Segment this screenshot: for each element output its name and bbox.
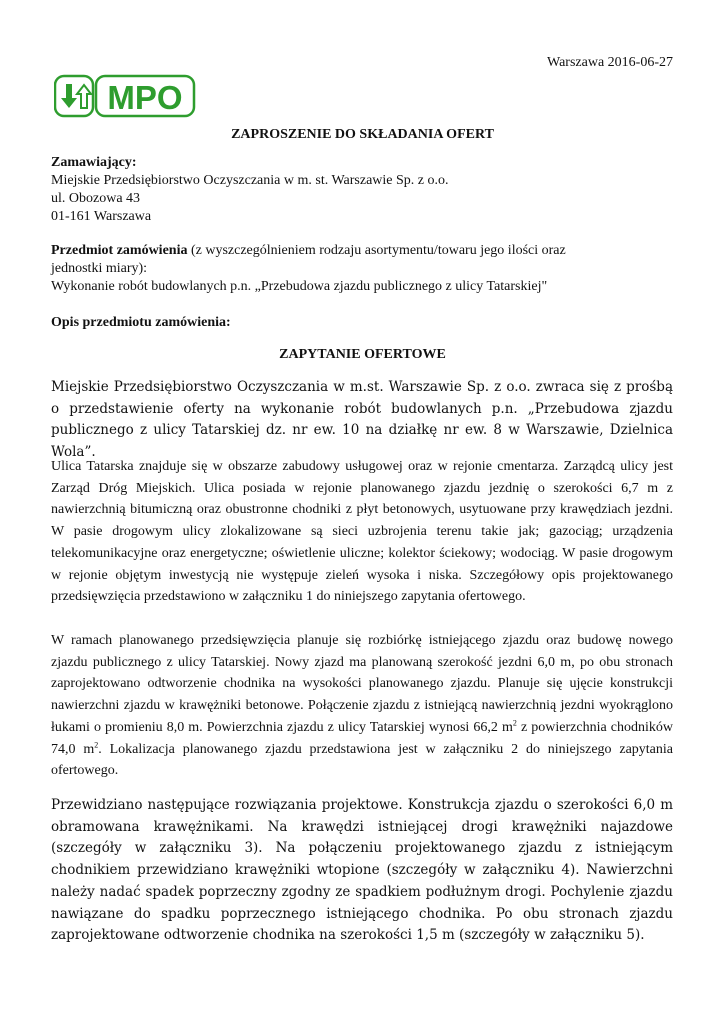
paragraph-intro: Miejskie Przedsiębiorstwo Oczyszczania w m.st. Warszawie Sp. z o.o. zwraca się z prośbą o przedstawienie oferty na wykonanie robót budowlanych p.n. „Przebudowa zjazdu publicznego z ulicy Tatarskiej dz. nr ew. 10 na działkę nr ew. 8 w Warszawie, Dzielnica Wola”. <box>51 379 673 461</box>
description-label: Opis przedmiotu zamówienia: <box>51 315 231 330</box>
orderer-street: ul. Obozowa 43 <box>51 191 141 206</box>
scope-text-c: . Lokalizacja planowanego zjazdu przedstawiona jest w załączniku 2 do niniejszego zapytania ofertowego. <box>51 741 673 779</box>
unit-superscript-2: 2 <box>94 739 99 749</box>
orderer-name: Miejskie Przedsiębiorstwo Oczyszczania w m. st. Warszawie Sp. z o.o. <box>51 173 449 188</box>
document-title: ZAPROSZENIE DO SKŁADANIA OFERT <box>231 127 494 142</box>
logo-text: MPO <box>107 79 183 116</box>
subject-block <box>51 242 673 296</box>
paragraph-street: Ulica Tatarska znajduje się w obszarze zabudowy usługowej oraz w rejonie cmentarza. Zarządcą ulicy jest Zarząd Dróg Miejskich. Ulica posiada w rejonie planowanego zjazdu jezdnię o szerokości 6,7 m z nawierzchnią bitumiczną oraz obustronne chodniki z płyt betonowych, usytuowane przy krawędziach jezdni. W pasie drogowym ulicy zlokalizowane są sieci uzbrojenia terenu takie jak; gazociąg; urządzenia telekomunikacyjne oraz energetyczne; oświetlenie uliczne; kolektor ściekowy; wodociąg. W pasie drogowym w rejonie objętym inwestycją nie występuje zieleń wysoka i niska. Szczegółowy opis projektowanego przedsięwzięcia przedstawiono w załączniku 1 do niniejszego zapytania ofertowego. <box>51 459 673 605</box>
orderer-block <box>51 154 673 226</box>
unit-superscript-1: 2 <box>512 718 517 728</box>
orderer-city: 01-161 Warszawa <box>51 209 152 224</box>
subject-text: Wykonanie robót budowlanych p.n. „Przebudowa zjazdu publicznego z ulicy Tatarskiej" <box>51 279 548 294</box>
document-date: Warszawa 2016-06-27 <box>547 55 673 70</box>
paragraph-scope <box>51 630 673 782</box>
scope-text-a: W ramach planowanego przedsięwzięcia planuje się rozbiórkę istniejącego zjazdu oraz budowę nowego zjazdu publicznego z ulicy Tatarskiej. Nowy zjazd ma planowaną szerokość jezdni 6,0 m, po obu stronach zaprojektowano odtworzenie chodnika na wysokości planowanego zjazdu. Planuje się ujęcie konstrukcji nawierzchni zjazdu w krawężniki betonowe. Połączenie zjazdu z istniejącą nawierzchnią jezdni wyokrąglono łukami o promieniu 8,0 m. Powierzchnia zjazdu z ulicy Tatarskiej wynosi 66,2 m <box>51 633 673 735</box>
paragraph-design: Przewidziano następujące rozwiązania projektowe. Konstrukcja zjazdu o szerokości 6,0 m obramowana krawężnikami. Na krawędzi istniejącej drogi krawężniki najazdowe (szczegóły w załączniku 3). Na połączeniu projektowanego zjazdu z istniejącym chodnikiem przewidziano krawężniki wtopione (szczegóły w załączniku 4). Nawierzchni należy nadać spadek poprzeczny zgodny ze spadkiem podłużnym drogi. Pochylenie zjazdu nawiązane do spadku poprzecznego istniejącego chodnika. Po obu stronach zjazdu zaprojektowane odtworzenie chodnika na szerokości 1,5 m (szczegóły w załączniku 5). <box>51 797 673 944</box>
subject-note-cont: jednostki miary): <box>51 261 148 276</box>
mpo-logo <box>54 74 196 118</box>
inquiry-title: ZAPYTANIE OFERTOWE <box>279 347 446 362</box>
subject-label: Przedmiot zamówienia <box>51 243 188 258</box>
scope-text-b: z powierzchnia chodników 74,0 m <box>51 719 673 757</box>
subject-note: (z wyszczególnieniem rodzaju asortymentu/towaru jego ilości oraz <box>187 243 566 258</box>
orderer-label: Zamawiający: <box>51 155 137 170</box>
